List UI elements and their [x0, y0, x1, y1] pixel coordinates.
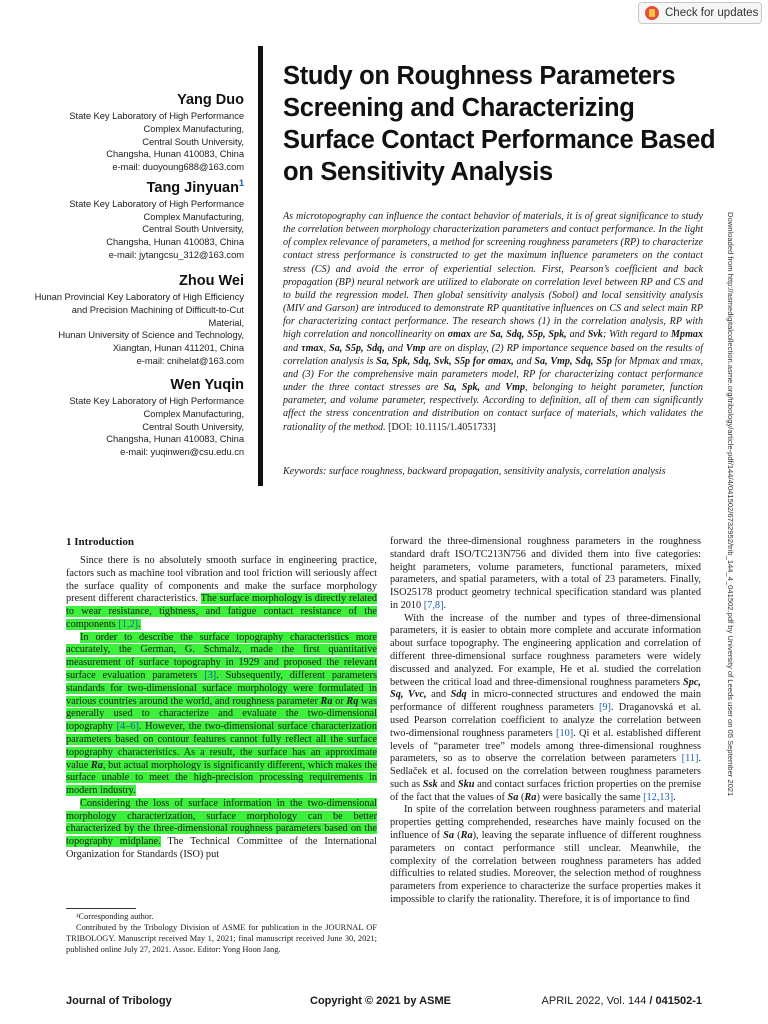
paragraph: Since there is no absolutely smooth surface in engineering practice, factors such as machine tool vibration and tool friction will seriously affect the surface quality of components and make the surface morphology present different characteristics. The surface morphology is directly related to wear resistance, tightness, and fatigue contact resistance of the components [1,2]. [66, 555, 377, 630]
author-block-1 [69, 92, 244, 174]
citation-link[interactable]: [4–6] [116, 721, 139, 733]
affiliation-line: Changsha, Hunan 410083, China [106, 148, 244, 160]
affiliation-line: Central South University, [142, 223, 244, 235]
footnote-line: Contributed by the Tribology Division of ASME for publication in the JOURNAL OF TRIBOLOGY. Manuscript received May 1, 2021; final manuscript received June 30, 2021; published online July 27, 2021. Assoc. Editor: Yong Hoon Jang. [66, 922, 377, 954]
highlight: Considering the loss of surface information in the two-dimensional morphology characterization, surface morphology can be better characterized by the three-dimensional roughness parameters based on the topography midplane. [66, 797, 377, 848]
title-divider-rule [258, 46, 263, 486]
author-name: Wen Yuqin [170, 377, 244, 393]
page-number: 041502-1 [655, 995, 702, 1007]
author-email: e-mail: duoyoung688@163.com [112, 161, 244, 173]
citation-link[interactable]: [9] [598, 702, 611, 714]
footnote-line: ¹Corresponding author. [76, 912, 154, 921]
affiliation-line: Central South University, [142, 135, 244, 147]
download-notice: Downloaded from http://asmedigitalcollection.asme.org/tribology/article-pdf/144/4/041502/6732952/trib_144_4_041502.pdf by University of Leeds user on 05 September 2021 [726, 212, 735, 797]
affiliation-line: and Precision Machining of Difficult-to-Cut [71, 303, 244, 315]
author-email: e-mail: yuqinwen@csu.edu.cn [120, 446, 244, 458]
highlight: In order to describe the surface topography characteristics more accurately, the German, G. Schmalz, made the first quantitative measurement of surface topography in 1929 and proposed the relevant surface evaluation parameters [3]. Subsequently, different parameters standards for two-dimensional surface morphology were formulated in various countries around the world, and roughness parameter Ra or Rq was generally used to characterize and evaluate the two-dimensional topography [4–6]. However, the two-dimensional surface characterization parameters based on contour features cannot fully reflect all the surface topography characteristics. As a result, the surface has an approximate value Ra, but actual morphology is significantly different, which makes the surface unable to meet the high-precision processing requirements in modern industry. [66, 631, 378, 797]
author-block-3 [35, 273, 244, 368]
citation-link[interactable]: [11] [681, 753, 699, 765]
author-block-2 [69, 178, 244, 262]
doi-link[interactable]: [DOI: 10.1115/1.4051733] [385, 421, 496, 433]
affiliation-line: Changsha, Hunan 410083, China [106, 433, 244, 445]
body-column-right [390, 536, 701, 907]
affiliation-line: Xiangtan, Hunan 411201, China [112, 342, 244, 354]
affiliation-line: Complex Manufacturing, [143, 122, 244, 134]
citation-link[interactable]: [7,8] [423, 599, 444, 611]
check-for-updates-label: Check for updates [665, 7, 759, 19]
paragraph: In spite of the correlation between roughness parameters and material properties getting comprehended, researches have mainly focused on the influence of Sa (Ra), leaving the separate influence of different roughness parameters on contact performance still unclear. Meanwhile, the complexity of the correlation between roughness parameters has added difficulties to related studies. Moreover, the selection method of roughness parameters from experience to characterize the surface properties makes it impossible to clarify the rationality. Therefore, it is of importance to find [390, 804, 701, 905]
body-column-left [66, 555, 377, 862]
author-email: e-mail: jytangcsu_312@163.com [108, 249, 244, 261]
issue-info: APRIL 2022, Vol. 144 / 041502-1 [541, 995, 702, 1007]
citation-link[interactable]: [12,13] [643, 791, 674, 803]
citation-link[interactable]: [1,2] [118, 618, 139, 630]
corresponding-author-mark[interactable]: 1 [238, 178, 244, 188]
author-block-4 [69, 377, 244, 459]
author-name: Zhou Wei [179, 273, 244, 289]
check-for-updates-button[interactable] [638, 2, 762, 24]
copyright: Copyright © 2021 by ASME [310, 995, 451, 1007]
crossmark-icon [645, 6, 659, 20]
journal-name: Journal of Tribology [66, 995, 172, 1007]
affiliation-line: State Key Laboratory of High Performance [69, 110, 244, 121]
paragraph [66, 632, 377, 798]
paragraph: Considering the loss of surface information in the two-dimensional morphology characterization, surface morphology can be better characterized by the three-dimensional roughness parameters based on the topography midplane. The Technical Committee of the International Organization for Standards (ISO) put [66, 797, 377, 860]
affiliation-line: Material, [208, 316, 244, 328]
affiliation-line: Complex Manufacturing, [143, 407, 244, 419]
affiliation-line: Hunan Provincial Key Laboratory of High Efficiency [34, 291, 244, 302]
highlight: The surface morphology is directly related to wear resistance, tightness, and fatigue contact resistance of the components [1,2]. [66, 593, 377, 630]
affiliation-line: State Key Laboratory of High Performance [69, 395, 244, 406]
affiliation-line: Central South University, [142, 420, 244, 432]
affiliation-line: Complex Manufacturing, [143, 210, 244, 222]
page-footer [66, 995, 702, 1009]
keywords: Keywords: surface roughness, backward propagation, sensitivity analysis, correlation analysis [283, 466, 666, 477]
footnote-rule [66, 908, 136, 909]
author-name: Tang Jinyuan [146, 179, 239, 196]
paragraph: With the increase of the number and types of three-dimensional parameters, it is easier to obtain more complete and accurate information about surface topography. The engineering application and correlation of different three-dimensional surface roughness parameters were widely discussed and analyzed. For example, He et al. studied the correlation between the critical load and three-dimensional roughness parameters Spc, Sq, Vvc, and Sdq in micro-connected structures and endowed the main performance of different roughness parameters [9]. Draganovská et al. used Pearson correlation coefficient to analyze the correlation between two-dimensional roughness parameters [10]. Qi et al. established different levels of “parameter tree” models among three-dimensional roughness parameters, so as to observe the correlation between parameters [11]. Sedlaček et al. focused on the correlation between roughness parameters such as Ssk and Sku and contact surfaces friction properties on the premise of the fact that the values of Sa (Ra) were basically the same [12,13]. [390, 612, 702, 803]
affiliation-line: State Key Laboratory of High Performance [69, 197, 244, 209]
author-email: e-mail: cnihelat@163.com [136, 354, 244, 366]
citation-link[interactable]: [3] [204, 670, 217, 682]
section-heading: 1 Introduction [66, 536, 134, 548]
affiliation-line: Changsha, Hunan 410083, China [106, 236, 244, 248]
citation-link[interactable]: [10] [556, 727, 574, 739]
paper-title: Study on Roughness Parameters Screening and Characterizing Surface Contact Performance Based on Sensitivity Analysis [283, 62, 716, 186]
abstract: As microtopography can influence the contact behavior of materials, it is of great significance to study the correlation between morphology characterization parameters and contact performance. In the light of complex relevance of parameters, a method for screening roughness parameters (RP) to characterize contact stress performance is constructed to get the maximum influence parameters on the contact stress (CS) and avoid the error of experiential selection. First, Pearson’s coefficient and back propagation (BP) neural network are utilized to elaborate on correlation level between RP and CS and to build the regression model. Then global sensitivity analysis (Sobol) and local sensitivity analysis (MIV and Garson) are introduced to demonstrate RP quantitative influences on CS and select main RP for characterizing contact performance. The research shows (1) in the correlation analysis, RP with high correlation and noncollinearity on σmax are Sa, Sdq, S5p, Spk, and Svk; With regard to Mpmax and τmax, Sa, S5p, Sdq, and Vmp are on display, (2) RP importance sequence based on the results of correlation analysis is Sa, Spk, Sdq, Svk, S5p for σmax, and Sa, Vmp, Sdq, S5p for Mpmax and τmax, and (3) For the comprehensive main parameters model, RP for characterizing contact performance under the three contact stresses are Sa, Spk, and Vmp, belonging to height parameter, function parameter, and volume parameter, respectively. According to definition, all of them can significantly affect the stress concentration and distribution on contact surface of materials, which validates the rationality of the method. [DOI: 10.1115/1.4051733] [283, 211, 704, 433]
affiliation-line: Hunan University of Science and Technology, [58, 329, 244, 341]
footnote [66, 912, 377, 956]
paragraph: forward the three-dimensional roughness parameters in the roughness standard draft ISO/TC213N756 and divided them into five categories: height parameters, volume parameters, functional parameters, mixed parameters, and spatial parameters, with a total of 23 parameters. Finally, ISO25178 product geometry technical specification standard was planted in 2010 [7,8]. [390, 536, 701, 611]
author-name: Yang Duo [177, 92, 244, 108]
